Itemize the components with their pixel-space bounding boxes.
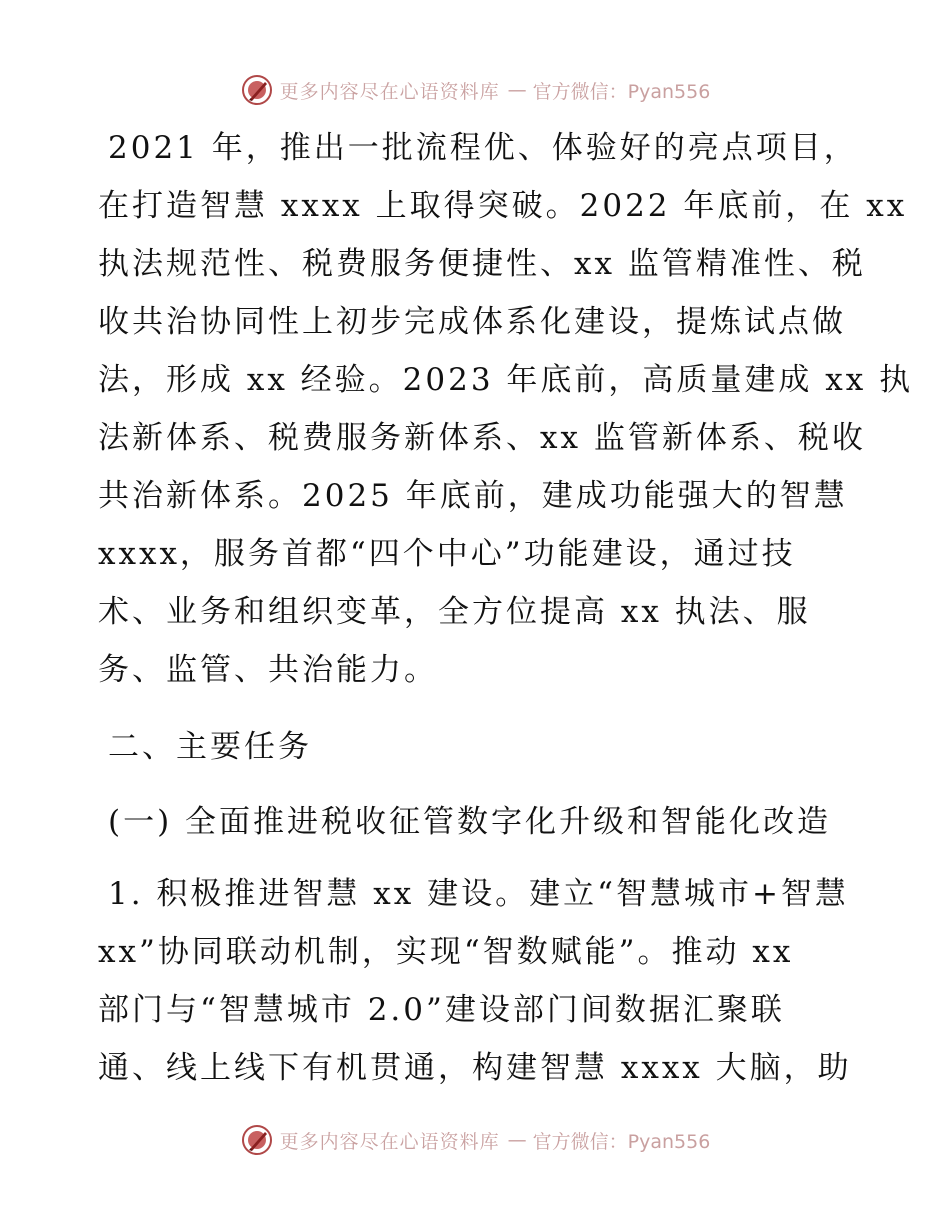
watermark-banner-bottom — [0, 1120, 950, 1160]
item-line: xx”协同联动机制，实现“智数赋能”。推动 xx — [98, 934, 794, 970]
paragraph-line: 务、监管、共治能力。 — [98, 652, 438, 688]
watermark-separator: — — [507, 79, 527, 101]
pen-seal-logo-icon — [240, 1123, 274, 1157]
paragraph-line: 在打造智慧 xxxx 上取得突破。2022 年底前，在 xx — [98, 188, 908, 224]
item-line: 部门与“智慧城市 2.0”建设部门间数据汇聚联 — [98, 992, 785, 1028]
subsection-heading: (一) 全面推进税收征管数字化升级和智能化改造 — [108, 804, 832, 840]
watermark-wechat: 官方微信：Pyan556 — [532, 80, 711, 103]
paragraph-line: 法，形成 xx 经验。2023 年底前，高质量建成 xx 执 — [98, 362, 914, 398]
section-heading: 二、主要任务 — [108, 729, 312, 765]
paragraph-line: xxxx，服务首都“四个中心”功能建设，通过技 — [98, 536, 796, 572]
paragraph-line: 收共治协同性上初步完成体系化建设，提炼试点做 — [98, 304, 846, 340]
paragraph-line: 共治新体系。2025 年底前，建成功能强大的智慧 — [98, 478, 848, 514]
watermark-text: 更多内容尽在心语资料库 — [279, 80, 500, 103]
pen-seal-logo-icon — [240, 73, 274, 107]
paragraph-line: 法新体系、税费服务新体系、xx 监管新体系、税收 — [98, 420, 866, 456]
watermark-wechat: 官方微信：Pyan556 — [532, 1130, 711, 1153]
paragraph-line: 2021 年，推出一批流程优、体验好的亮点项目， — [108, 130, 858, 166]
watermark-banner-top — [0, 70, 950, 110]
item-line: 1. 积极推进智慧 xx 建设。建立“智慧城市+智慧 — [108, 876, 849, 912]
watermark-text: 更多内容尽在心语资料库 — [279, 1130, 500, 1153]
watermark-separator: — — [507, 1129, 527, 1151]
paragraph-line: 术、业务和组织变革，全方位提高 xx 执法、服 — [98, 594, 811, 630]
item-line: 通、线上线下有机贯通，构建智慧 xxxx 大脑，助 — [98, 1050, 852, 1086]
paragraph-line: 执法规范性、税费服务便捷性、xx 监管精准性、税 — [98, 246, 866, 282]
